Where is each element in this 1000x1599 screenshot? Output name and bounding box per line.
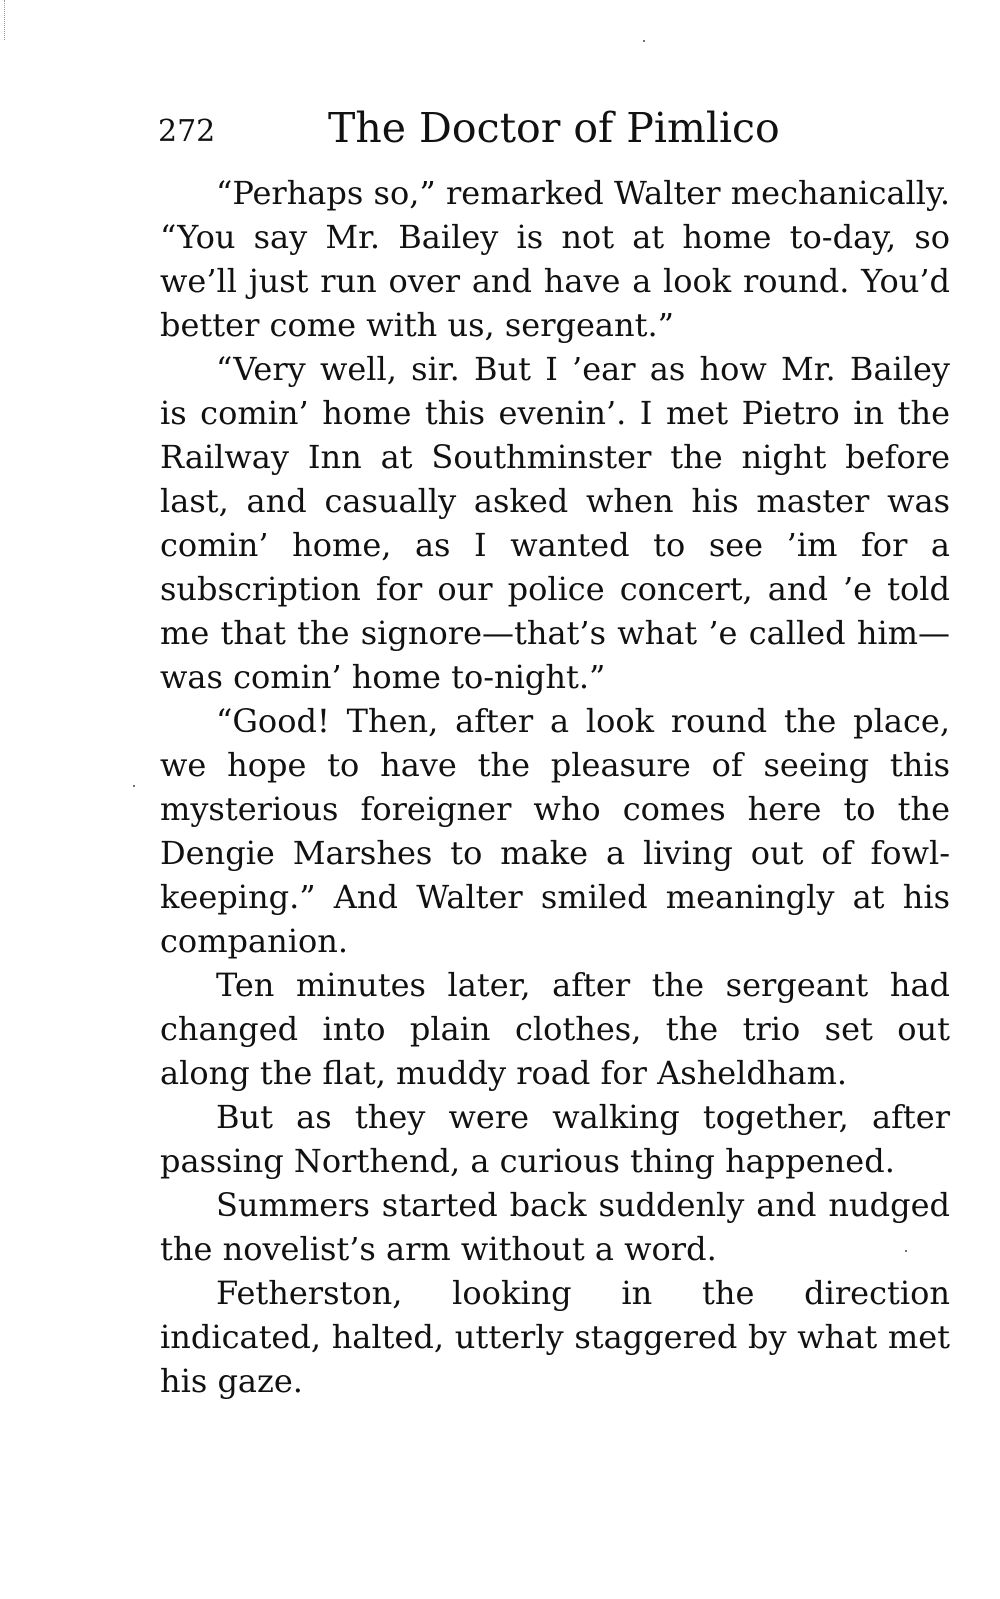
paragraph: Ten minutes later, after the sergeant had changed into plain clothes, the trio set out along the flat, muddy road for Asheldham.	[160, 966, 950, 1092]
body-text	[160, 171, 950, 1403]
paragraph: “Perhaps so,” remarked Walter mechanically. “You say Mr. Bailey is not at home to-day, so we’ll just run over and have a look round. You’d better come with us, sergeant.”	[160, 174, 950, 344]
running-title: The Doctor of Pimlico	[328, 104, 780, 152]
paragraph: “Good! Then, after a look round the place, we hope to have the pleasure of seeing this mysterious foreigner who comes here to the Dengie Marshes to make a living out of fowl-keeping.” And Walter smiled meaningly at his companion.	[160, 702, 950, 960]
paragraph: “Very well, sir. But I ’ear as how Mr. Bailey is comin’ home this evenin’. I met Pietro in the Railway Inn at Southminster the night before last, and casually asked when his master was comin’ home, as I wanted to see ’im for a subscription for our police concert, and ’e told me that the signore—that’s what ’e called him—was comin’ home to-night.”	[160, 350, 950, 696]
page-number: 272	[158, 114, 216, 149]
paragraph: But as they were walking together, after passing Northend, a curious thing happened.	[160, 1098, 950, 1180]
scan-speck	[643, 40, 645, 42]
scan-edge-mark	[4, 0, 7, 40]
page-header	[158, 100, 958, 160]
paragraph: Fetherston, looking in the direction indicated, halted, utterly staggered by what met his gaze.	[160, 1274, 950, 1400]
paragraph: Summers started back suddenly and nudged the novelist’s arm without a word.	[160, 1186, 950, 1268]
scan-speck	[133, 785, 135, 787]
